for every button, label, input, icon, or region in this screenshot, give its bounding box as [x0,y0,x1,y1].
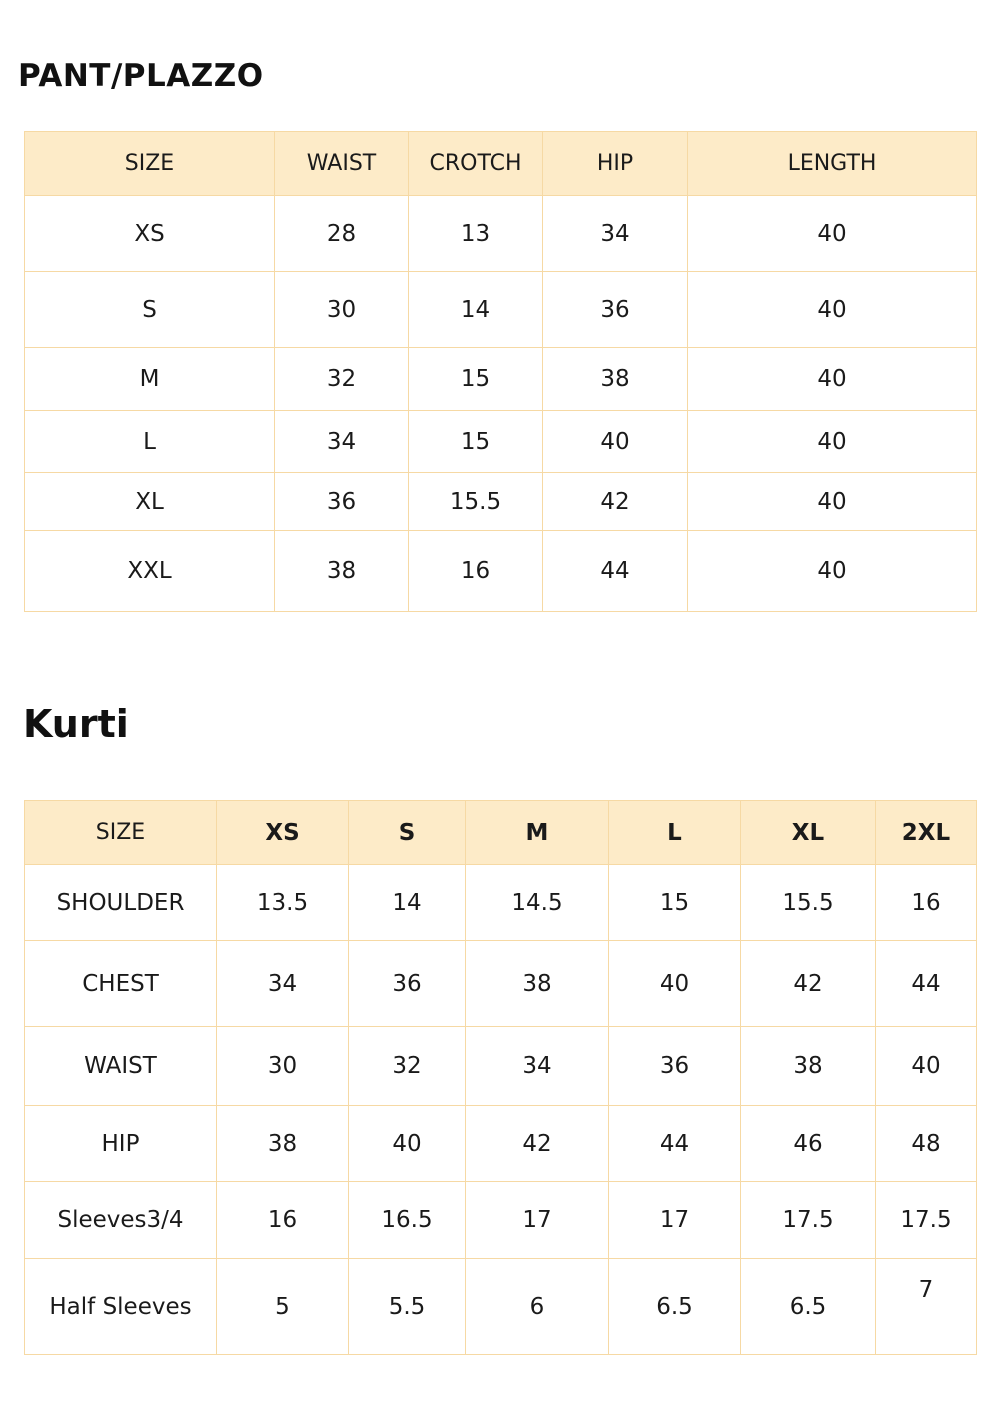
table-cell: 6.5 [741,1259,876,1355]
table-cell: 34 [543,196,688,272]
table-cell: L [25,411,275,473]
table-cell: 44 [609,1106,741,1182]
table-header-row [25,132,977,196]
table-cell: 40 [609,941,741,1027]
table-cell: S [25,272,275,348]
table-cell: 42 [741,941,876,1027]
table-row [25,473,977,531]
column-header: M [466,801,609,865]
table-cell: 32 [349,1027,466,1106]
table-cell: 16.5 [349,1182,466,1259]
table-cell: 16 [217,1182,349,1259]
table-cell: 38 [543,348,688,411]
table-cell: 15 [409,348,543,411]
table-cell: 40 [688,411,977,473]
table-cell: 15 [409,411,543,473]
table-cell: 15.5 [409,473,543,531]
table-row [25,1106,977,1182]
table-cell: 5 [217,1259,349,1355]
table-cell: 40 [688,473,977,531]
table-cell: 34 [217,941,349,1027]
row-label: CHEST [25,941,217,1027]
table-cell: 17.5 [741,1182,876,1259]
table-cell: 40 [688,272,977,348]
table-cell: 28 [275,196,409,272]
table-cell: M [25,348,275,411]
row-label: Half Sleeves [25,1259,217,1355]
table-cell: 14 [409,272,543,348]
row-label: Sleeves3/4 [25,1182,217,1259]
column-header: WAIST [275,132,409,196]
column-header: XL [741,801,876,865]
table-cell: XL [25,473,275,531]
table-row [25,196,977,272]
table-cell: 34 [275,411,409,473]
table-cell: 42 [543,473,688,531]
table-cell: 17 [466,1182,609,1259]
column-header: L [609,801,741,865]
table-cell: 46 [741,1106,876,1182]
table-cell: 15 [609,865,741,941]
column-header: HIP [543,132,688,196]
kurti-size-table [24,800,977,1355]
table-row [25,348,977,411]
column-header: SIZE [25,132,275,196]
table-row [25,1027,977,1106]
table-cell: 13 [409,196,543,272]
table-cell: 36 [609,1027,741,1106]
table-cell: 14.5 [466,865,609,941]
table-cell: 40 [688,531,977,612]
row-label: WAIST [25,1027,217,1106]
table-cell: 38 [217,1106,349,1182]
table-cell: 38 [466,941,609,1027]
table-cell: 30 [217,1027,349,1106]
row-label: HIP [25,1106,217,1182]
table-row [25,1182,977,1259]
table-cell: 44 [876,941,977,1027]
pant-size-table [24,131,977,612]
table-cell: 36 [275,473,409,531]
table-cell: 44 [543,531,688,612]
column-header: LENGTH [688,132,977,196]
table-cell: 30 [275,272,409,348]
table-cell: 42 [466,1106,609,1182]
table-cell: 40 [688,348,977,411]
table-row [25,865,977,941]
table-cell: 16 [409,531,543,612]
table-cell: XXL [25,531,275,612]
table-cell: 13.5 [217,865,349,941]
table-cell: 6 [466,1259,609,1355]
pant-section-title: PANT/PLAZZO [18,58,264,94]
table-cell: 40 [876,1027,977,1106]
table-cell: 7 [876,1259,977,1355]
table-cell: 17 [609,1182,741,1259]
row-label: SHOULDER [25,865,217,941]
kurti-section-title: Kurti [23,702,129,746]
table-cell: 40 [543,411,688,473]
table-header-row [25,801,977,865]
table-cell: 17.5 [876,1182,977,1259]
table-cell: 16 [876,865,977,941]
table-cell: 14 [349,865,466,941]
table-cell: 38 [741,1027,876,1106]
table-row [25,1259,977,1355]
table-cell: 38 [275,531,409,612]
table-cell: 48 [876,1106,977,1182]
table-row [25,272,977,348]
column-header: CROTCH [409,132,543,196]
table-row [25,531,977,612]
table-cell: 40 [349,1106,466,1182]
column-header: SIZE [25,801,217,865]
column-header: 2XL [876,801,977,865]
table-cell: 34 [466,1027,609,1106]
column-header: S [349,801,466,865]
table-cell: 36 [349,941,466,1027]
table-row [25,411,977,473]
table-cell: 6.5 [609,1259,741,1355]
table-cell: 32 [275,348,409,411]
table-cell: XS [25,196,275,272]
table-cell: 40 [688,196,977,272]
column-header: XS [217,801,349,865]
table-cell: 36 [543,272,688,348]
table-row [25,941,977,1027]
table-cell: 5.5 [349,1259,466,1355]
table-cell: 15.5 [741,865,876,941]
